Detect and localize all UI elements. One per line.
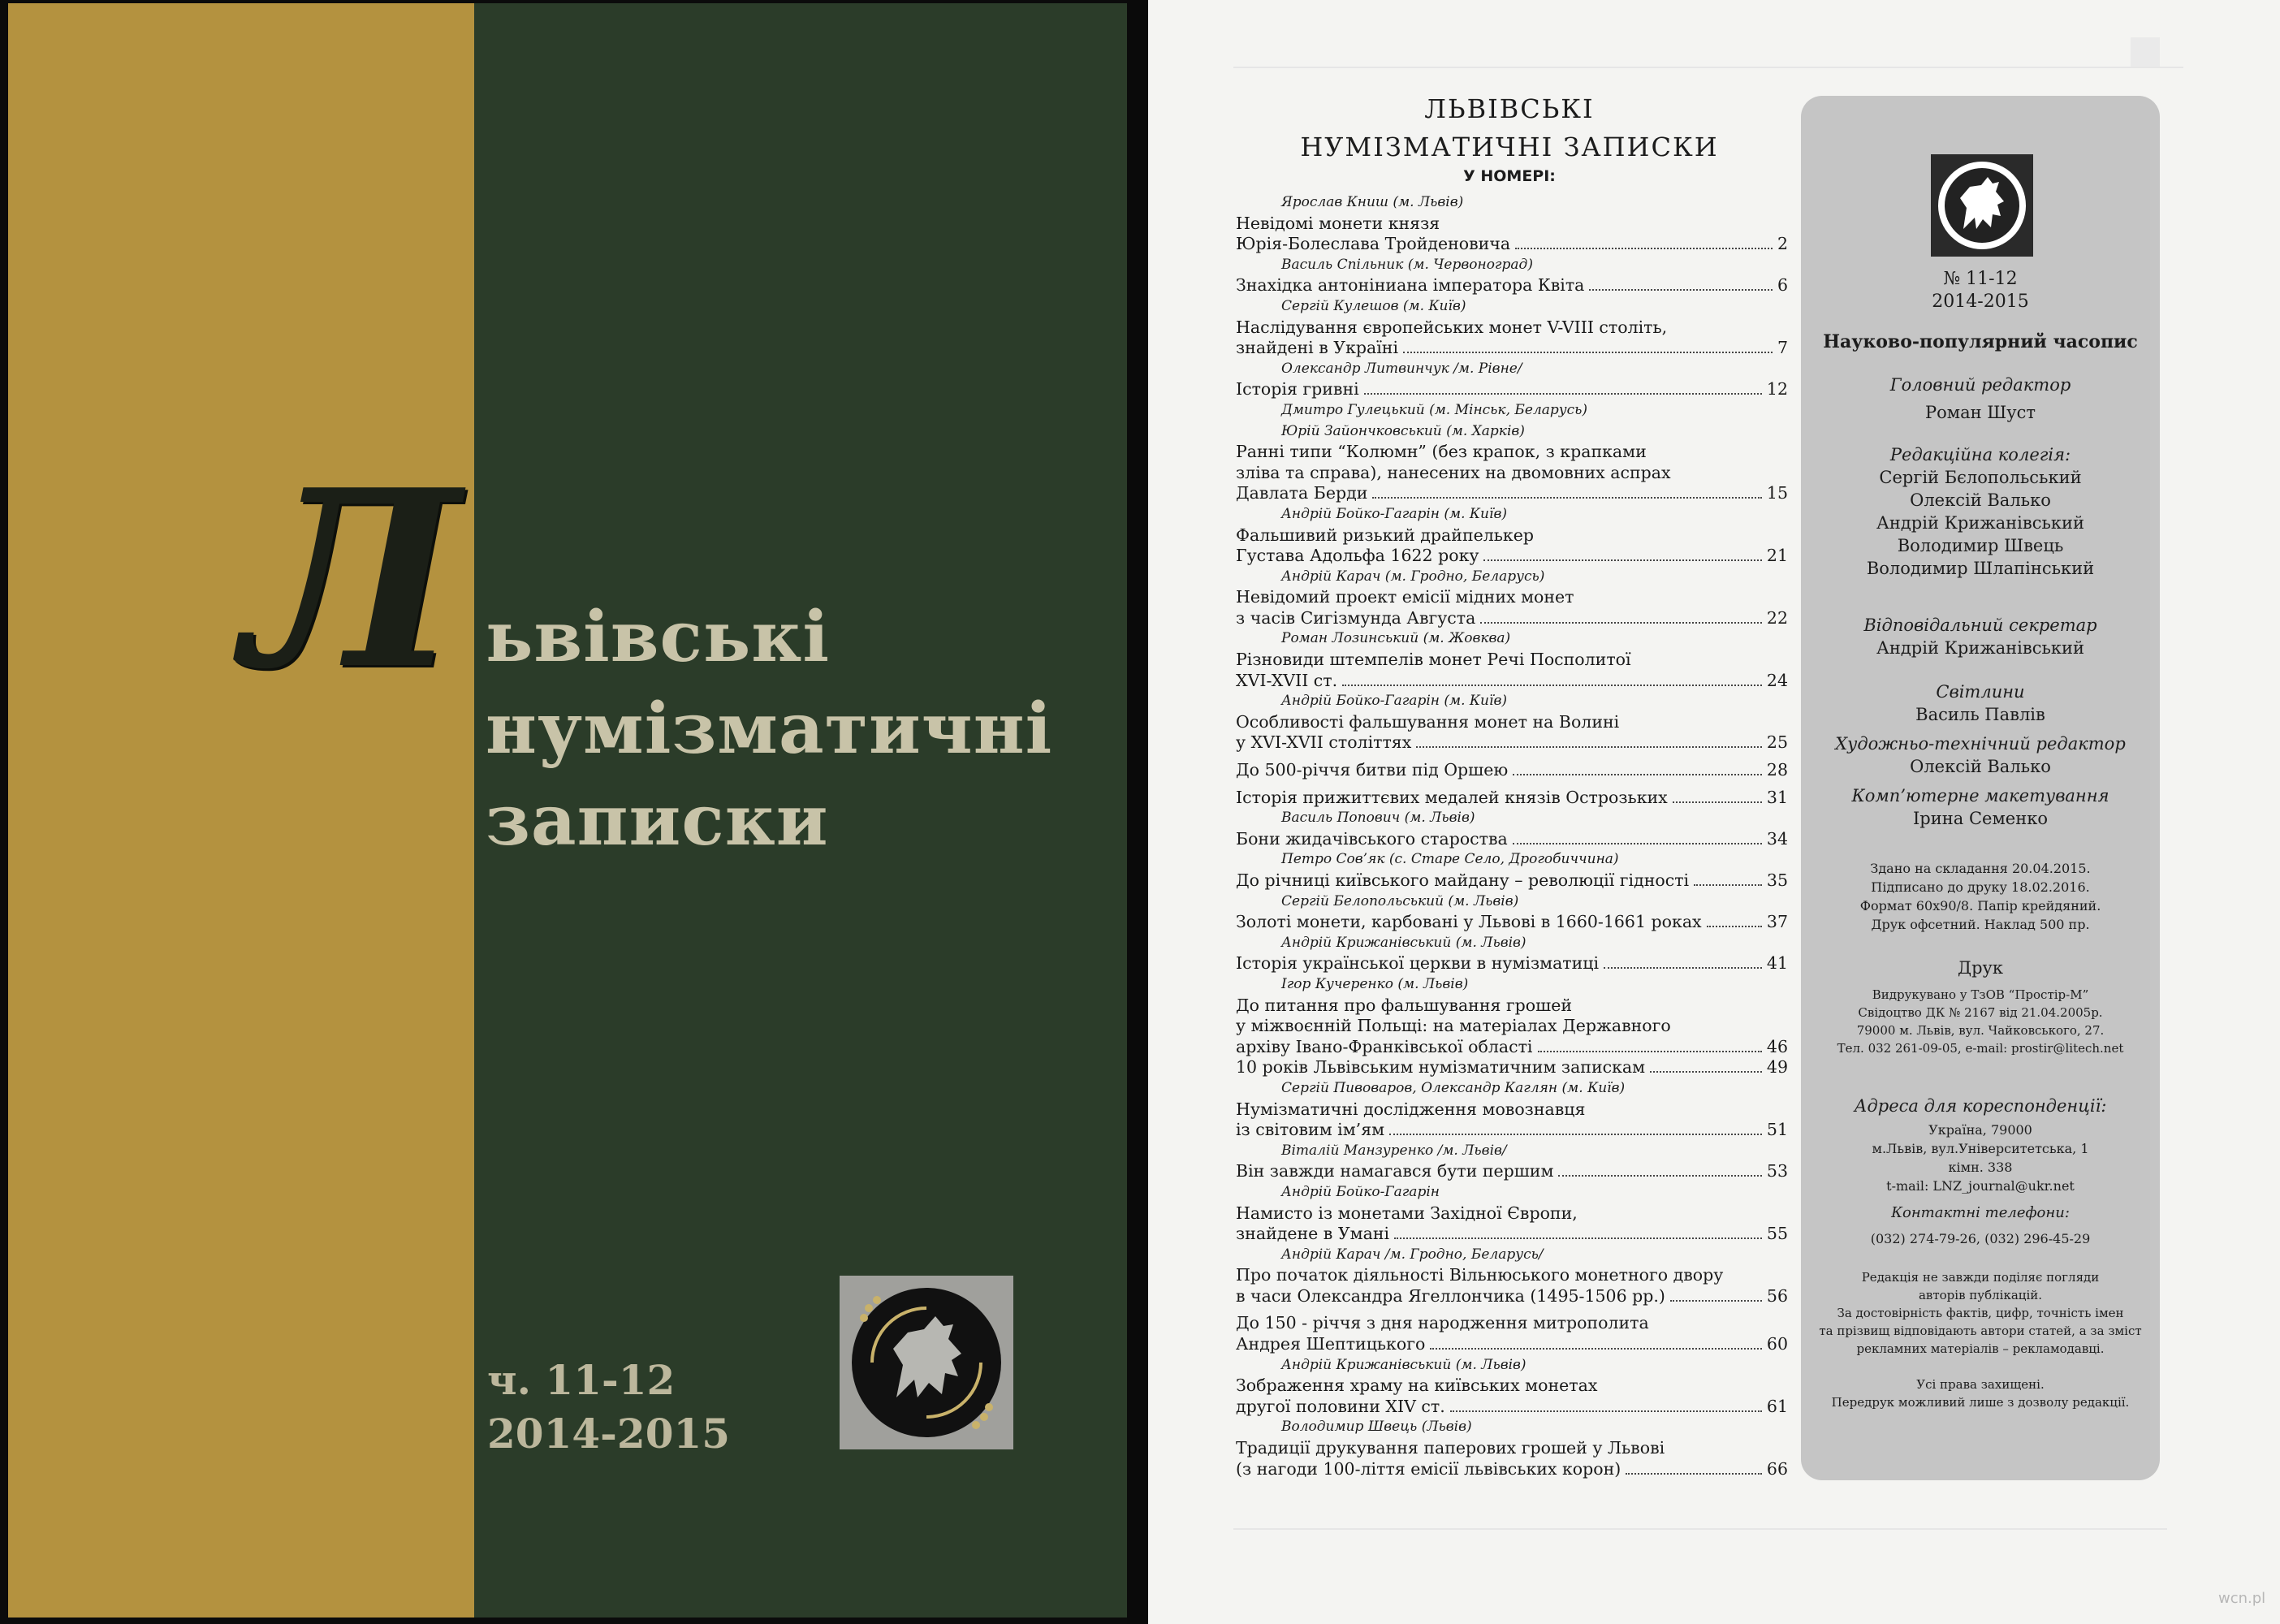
panel-print-line: Підписано до друку 18.02.2016. [1871, 879, 2090, 895]
toc-author: Андрій Карач (м. Гродно, Беларусь) [1281, 568, 1545, 585]
panel-press-list [1801, 986, 2160, 1057]
toc-entry [1236, 338, 1788, 359]
toc-page-number: 28 [1766, 760, 1788, 780]
toc-title-line: Намисто із монетами Західної Європи, [1236, 1203, 1578, 1223]
toc-author: Василь Спільник (м. Червоноград) [1281, 256, 1533, 273]
toc-leader-dots [1604, 967, 1762, 969]
toc-entry [1236, 953, 1788, 974]
panel-art: Олексій Валько [1910, 757, 2051, 776]
toc-title-line: До 150 - річчя з дня народження митрополита [1236, 1313, 1649, 1333]
panel-disclaimer-line: Редакція не завжди поділяє погляди [1861, 1270, 2100, 1285]
book-spine-gap [1127, 0, 1148, 1624]
toc-title-line1: ЛЬВІВСЬКІ [1424, 93, 1595, 124]
panel-phones: (032) 274-79-26, (032) 296-45-29 [1870, 1231, 2091, 1246]
toc-page-number: 34 [1766, 828, 1788, 849]
toc-entry [1236, 1397, 1788, 1418]
panel-issue [1801, 268, 2160, 313]
table-of-contents [1236, 192, 1788, 1479]
panel-press-line: Тел. 032 261-09-05, e-mail: prostir@litech.net [1837, 1041, 2124, 1056]
panel-layout-label: Комп’ютерне макетування [1851, 786, 2109, 806]
toc-subtitle: У НОМЕРІ: [1463, 167, 1556, 185]
toc-author: Андрій Карач /м. Гродно, Беларусь/ [1281, 1246, 1544, 1263]
panel-disclaimer [1801, 1268, 2160, 1358]
toc-page-number: 46 [1766, 1036, 1788, 1056]
toc-leader-dots [1626, 1473, 1762, 1475]
toc-title-line: Зображення храму на київських монетах [1236, 1376, 1598, 1396]
toc-entry [1236, 829, 1788, 850]
panel-press-line: Видрукувано у ТзОВ “Простір-М” [1872, 987, 2089, 1002]
lion-emblem-icon [840, 1276, 1013, 1449]
panel-board-label: Редакційна колегія: [1889, 445, 2071, 464]
toc-author: Олександр Литвинчук /м. Рівне/ [1281, 360, 1522, 377]
panel-photo-block [1801, 680, 2160, 726]
toc-page-number: 12 [1766, 379, 1788, 400]
panel-print-info [1801, 859, 2160, 934]
panel-art-label: Художньо-технічний редактор [1835, 734, 2126, 754]
toc-leader-dots [1364, 393, 1762, 395]
panel-chief: Роман Шуст [1925, 403, 2036, 422]
toc-entry [1236, 483, 1788, 504]
toc-entry-title: другої половини XIV ст. [1236, 1396, 1445, 1416]
panel-rights [1801, 1376, 2160, 1411]
toc-page-number: 24 [1766, 670, 1788, 690]
panel-disclaimer-line: рекламних матеріалів – рекламодавці. [1856, 1341, 2105, 1356]
toc-entry-title: До 500-річчя битви під Оршею [1236, 760, 1509, 780]
toc-page-number: 15 [1766, 483, 1788, 503]
panel-photo: Василь Павлів [1915, 705, 2045, 724]
footer-rule [1233, 1528, 2167, 1530]
toc-page-number: 49 [1766, 1057, 1788, 1078]
toc-entry [1236, 379, 1788, 400]
toc-author: Андрій Крижанівський (м. Львів) [1281, 1356, 1526, 1373]
toc-leader-dots [1694, 884, 1762, 886]
toc-page-number: 35 [1766, 870, 1788, 890]
toc-page-number: 7 [1777, 338, 1788, 358]
toc-leader-dots [1650, 1071, 1762, 1073]
toc-author: Андрій Бойко-Гагарін (м. Київ) [1281, 693, 1507, 710]
toc-entry-title: Історія української церкви в нумізматиці [1236, 953, 1600, 974]
toc-title-line: зліва та справа), нанесених на двомовних аспрах [1236, 462, 1671, 482]
toc-author: Віталій Манзуренко /м. Львів/ [1281, 1142, 1507, 1159]
toc-entry-title: із світовим ім’ям [1236, 1120, 1385, 1140]
panel-board-member: Володимир Швець [1897, 536, 2064, 555]
panel-phones-label: Контактні телефони: [1891, 1204, 2070, 1221]
toc-page-number: 56 [1766, 1285, 1788, 1306]
toc-page-number: 21 [1766, 546, 1788, 566]
toc-title-line2: НУМІЗМАТИЧНІ ЗАПИСКИ [1300, 132, 1719, 162]
panel-press-block [1801, 957, 2160, 1057]
journal-logo-icon [1931, 154, 2033, 257]
toc-author: Сергій Пивоваров, Олександр Каглян (м. Київ) [1281, 1079, 1626, 1096]
toc-title-line: у міжвоєнній Польщі: на матеріалах Державного [1236, 1016, 1671, 1036]
panel-secretary-block [1801, 614, 2160, 659]
toc-page-number: 22 [1766, 607, 1788, 628]
toc-title-line: Невідомий проект емісії мідних монет [1236, 587, 1574, 607]
toc-page-number: 25 [1766, 732, 1788, 753]
toc-entry-title: Історія прижиттєвих медалей князів Острозьких [1236, 787, 1668, 807]
toc-entry [1236, 870, 1788, 892]
panel-print-line: Друк офсетний. Наклад 500 пр. [1871, 917, 2090, 932]
panel-address-line: м.Львів, вул.Університетська, 1 [1872, 1141, 2089, 1156]
cover-gold-panel [8, 3, 474, 1618]
toc-entry-title: архіву Івано-Франківської області [1236, 1036, 1533, 1056]
toc-leader-dots [1538, 1051, 1762, 1052]
panel-rights-line: Передрук можливий лише з дозволу редакції. [1831, 1395, 2130, 1410]
toc-title-line: Невідомі монети князя [1236, 213, 1440, 233]
toc-entry-title: 10 років Львівським нумізматичним запискам [1236, 1057, 1646, 1078]
toc-page-number: 6 [1777, 275, 1788, 296]
toc-leader-dots [1589, 289, 1773, 291]
toc-entry [1236, 671, 1788, 692]
toc-leader-dots [1670, 1300, 1762, 1302]
toc-page-number: 55 [1766, 1224, 1788, 1244]
panel-press-line: 79000 м. Львів, вул. Чайковського, 27. [1856, 1023, 2105, 1038]
panel-board-list [1801, 466, 2160, 580]
panel-press-line: Свідоцтво ДК № 2167 від 21.04.2005р. [1858, 1005, 2103, 1020]
toc-entry-title: Він завжди намагався бути першим [1236, 1161, 1554, 1181]
toc-title-line: Традиції друкування паперових грошей у Львові [1236, 1438, 1665, 1458]
panel-secretary: Андрій Крижанівський [1876, 638, 2085, 658]
toc-title-line: Нумізматичні дослідження мовознавця [1236, 1099, 1586, 1119]
toc-entry [1236, 234, 1788, 255]
toc-page-number: 61 [1766, 1396, 1788, 1416]
toc-entry [1236, 912, 1788, 933]
toc-entry-title: знайдені в Україні [1236, 338, 1399, 358]
inner-page [1148, 0, 2280, 1624]
toc-entry [1236, 1224, 1788, 1245]
imprint-panel [1801, 96, 2160, 1480]
watermark: wcn.pl [2218, 1590, 2266, 1607]
panel-print-line: Формат 60х90/8. Папір крейдяний. [1859, 898, 2101, 914]
toc-title-line: До питання про фальшування грошей [1236, 995, 1573, 1015]
toc-author: Роман Лозинський (м. Жовква) [1281, 630, 1511, 647]
panel-board-member: Олексій Валько [1910, 490, 2051, 510]
panel-address-line: кімн. 338 [1948, 1160, 2013, 1175]
toc-leader-dots [1342, 685, 1762, 686]
toc-leader-dots [1430, 1348, 1762, 1350]
toc-entry-title: Густава Адольфа 1622 року [1236, 546, 1479, 566]
header-rule [1233, 67, 2183, 68]
panel-photo-label: Світлини [1936, 682, 2025, 702]
toc-author: Василь Попович (м. Львів) [1281, 810, 1475, 827]
toc-title-line: Наслідування європейських монет V-VIII століть, [1236, 317, 1668, 337]
toc-title-line: Різновиди штемпелів монет Речі Посполитої [1236, 650, 1631, 670]
toc-entry [1236, 1037, 1788, 1058]
toc-title-line: Ранні типи “Колюмн” (без крапок, з крапками [1236, 442, 1647, 462]
toc-entry-title: Андрея Шептицького [1236, 1334, 1426, 1354]
toc-entry-title: у XVI-XVII століттях [1236, 732, 1412, 753]
panel-disclaimer-line: та прізвищ відповідають автори статей, а за зміст [1819, 1324, 2142, 1338]
toc-leader-dots [1480, 622, 1762, 624]
panel-board-member: Володимир Шлапінський [1866, 559, 2095, 578]
toc-entry-title: Історія гривні [1236, 379, 1359, 400]
toc-entry [1236, 760, 1788, 781]
panel-issue-number: № 11-12 [1943, 269, 2018, 289]
toc-author: Дмитро Гулецький (м. Мінськ, Беларусь) [1281, 401, 1588, 418]
toc-author: Андрій Крижанівський (м. Львів) [1281, 934, 1526, 951]
toc-entry-title: Юрія-Болеслава Тройденовича [1236, 234, 1511, 254]
toc-leader-dots [1558, 1175, 1762, 1177]
cover-issue-years: 2014-2015 [487, 1410, 731, 1458]
cover-issue [487, 1354, 730, 1461]
cover-initial-letter: Л [244, 436, 460, 723]
cover-title-line2: нумізматичні [486, 688, 1053, 770]
toc-entry-title: (з нагоди 100-ліття емісії львівських корон) [1236, 1458, 1621, 1479]
toc-entry [1236, 732, 1788, 754]
panel-address-block [1801, 1095, 2160, 1195]
toc-leader-dots [1403, 352, 1773, 353]
panel-kind: Науково-популярний часопис [1823, 331, 2138, 352]
toc-entry [1236, 1459, 1788, 1480]
toc-page-number: 51 [1766, 1120, 1788, 1140]
toc-spacer [1236, 1307, 1788, 1313]
toc-entry [1236, 788, 1788, 809]
panel-address-line: t-mail: LNZ_journal@ukr.net [1886, 1178, 2075, 1194]
toc-entry-title: знайдене в Умані [1236, 1224, 1390, 1244]
toc-title-line: Про початок діяльності Вільнюського монетного двору [1236, 1265, 1724, 1285]
toc-entry [1236, 1334, 1788, 1355]
toc-author: Андрій Бойко-Гагарін (м. Київ) [1281, 505, 1507, 522]
toc-entry-title: До річниці київського майдану – революції гідності [1236, 870, 1690, 890]
panel-chief-label: Головний редактор [1889, 375, 2071, 395]
toc-leader-dots [1483, 559, 1761, 561]
toc-page-number: 60 [1766, 1334, 1788, 1354]
panel-chief-block [1801, 374, 2160, 424]
toc-entry [1236, 1286, 1788, 1307]
panel-address-line: Україна, 79000 [1928, 1122, 2032, 1138]
toc-page-number: 2 [1777, 234, 1788, 254]
panel-address-label: Адреса для кореспонденції: [1854, 1096, 2107, 1116]
toc-entry-title: Бони жидачівського староства [1236, 828, 1508, 849]
panel-address-list [1801, 1121, 2160, 1195]
toc-leader-dots [1673, 801, 1762, 803]
toc-page-number: 41 [1766, 953, 1788, 974]
toc-entry-title: Знахідка антоніниана імператора Квіта [1236, 275, 1585, 296]
toc-entry [1236, 1057, 1788, 1078]
panel-disclaimer-line: За достовірність фактів, цифр, точність імен [1837, 1306, 2124, 1320]
toc-leader-dots [1389, 1134, 1762, 1135]
toc-entry-title: Давлата Берди [1236, 483, 1368, 503]
toc-author: Сергій Кулешов (м. Київ) [1281, 297, 1466, 314]
toc-page-number: 31 [1766, 787, 1788, 807]
toc-entry [1236, 546, 1788, 567]
toc-leader-dots [1394, 1237, 1762, 1239]
toc-author: Ігор Кучеренко (м. Львів) [1281, 975, 1469, 992]
toc-leader-dots [1513, 774, 1762, 775]
panel-layout: Ірина Семенко [1913, 809, 2048, 828]
toc-page-number: 37 [1766, 912, 1788, 932]
toc-entry [1236, 1120, 1788, 1141]
panel-issue-years: 2014-2015 [1932, 292, 2029, 312]
toc-author: Сергій Белопольський (м. Львів) [1281, 892, 1519, 909]
toc-author: Юрій Зайончковський (м. Харків) [1281, 422, 1525, 439]
toc-author: Володимир Швець (Львів) [1281, 1419, 1472, 1436]
toc-title-line: Фальшивий ризький драйпелькер [1236, 525, 1534, 545]
cover-title-line3: записки [486, 780, 829, 862]
toc-leader-dots [1372, 497, 1762, 499]
panel-board-member: Андрій Крижанівський [1876, 513, 2085, 533]
panel-press-label: Друк [1958, 958, 2003, 978]
panel-phones-block [1801, 1202, 2160, 1248]
toc-leader-dots [1513, 843, 1762, 844]
panel-print-line: Здано на складання 20.04.2015. [1870, 861, 2091, 876]
toc-spacer [1236, 754, 1788, 760]
toc-page-number: 53 [1766, 1161, 1788, 1181]
panel-secretary-label: Відповідальний секретар [1863, 615, 2097, 635]
toc-entry [1236, 275, 1788, 296]
toc-entry [1236, 608, 1788, 629]
toc-entry-title: XVI-XVII ст. [1236, 670, 1338, 690]
panel-board-block [1801, 443, 2160, 580]
toc-page-number: 66 [1766, 1458, 1788, 1479]
toc-entry-title: в часи Олександра Ягеллончика (1495-1506 рр.) [1236, 1285, 1665, 1306]
toc-author: Андрій Бойко-Гагарін [1281, 1183, 1440, 1200]
cover-title-line1: ьвівські [486, 596, 831, 678]
cover-issue-number: ч. 11-12 [487, 1356, 676, 1404]
toc-entry [1236, 1161, 1788, 1182]
toc-title-line: Особливості фальшування монет на Волині [1236, 711, 1620, 732]
panel-layout-block [1801, 784, 2160, 830]
panel-disclaimer-line: авторів публікацій. [1918, 1288, 2043, 1302]
toc-author: Ярослав Книш (м. Львів) [1281, 194, 1464, 210]
toc-author: Петро Сов’як (с. Старе Село, Дрогобиччина) [1281, 851, 1619, 868]
panel-board-member: Сергій Бєлопольський [1879, 468, 2082, 487]
toc-spacer [1236, 781, 1788, 788]
panel-art-block [1801, 732, 2160, 778]
toc-leader-dots [1515, 248, 1773, 249]
cover [8, 3, 1127, 1618]
toc-leader-dots [1416, 746, 1762, 748]
page-number-box [2131, 37, 2160, 67]
toc-entry-title: з часів Сигізмунда Августа [1236, 607, 1476, 628]
toc-leader-dots [1707, 926, 1762, 927]
toc-leader-dots [1450, 1410, 1762, 1412]
toc-entry-title: Золоті монети, карбовані у Львові в 1660-1661 роках [1236, 912, 1702, 932]
panel-rights-line: Усі права захищені. [1916, 1377, 2045, 1392]
